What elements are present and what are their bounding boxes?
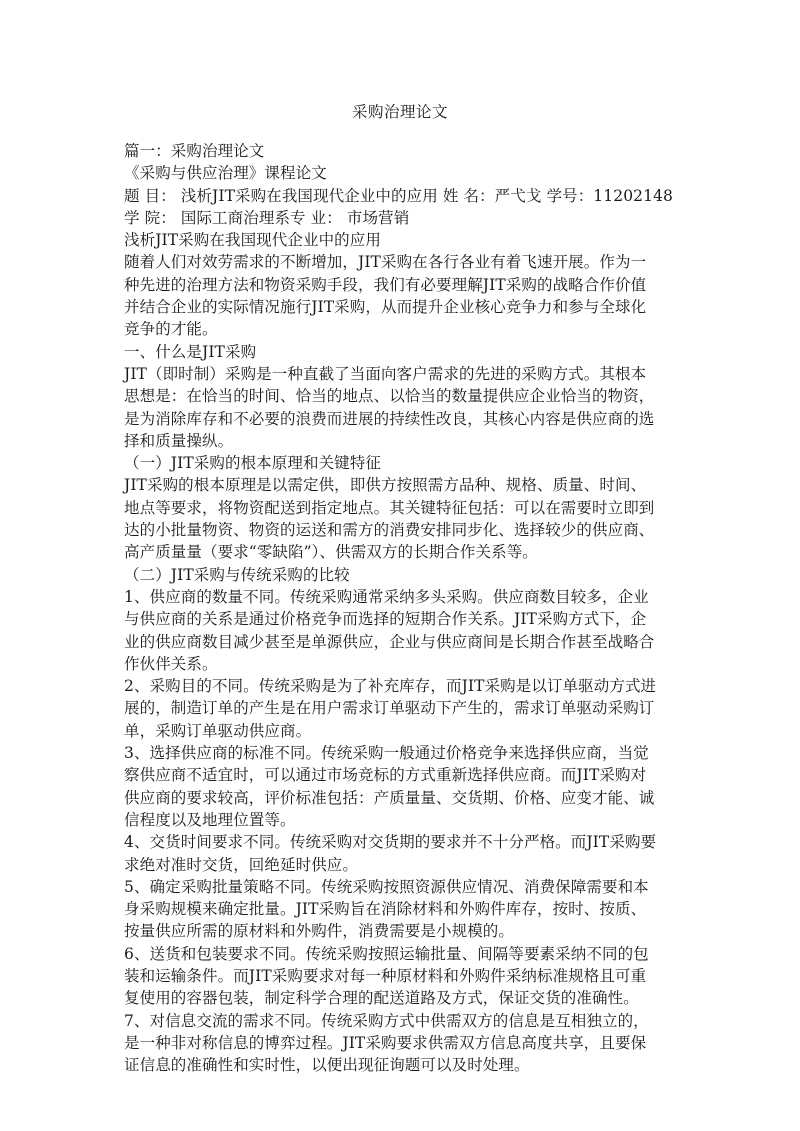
text-line: 单，采购订单驱动供应商。 xyxy=(124,721,312,740)
text-line: 高产质量量（要求“零缺陷”）、供需双方的长期合作关系等。 xyxy=(124,543,538,562)
text-line: 6、送货和包装要求不同。传统采购按照运输批量、间隔等要素采纳不同的包 xyxy=(124,944,649,963)
text-line: 求绝对准时交货，回绝延时供应。 xyxy=(124,855,359,874)
text-line: 1、供应商的数量不同。传统采购通常采纳多头采购。供应商数目较多，企业 xyxy=(124,587,649,606)
text-line: 达的小批量物资、物资的运送和需方的消费安排同步化、选择较少的供应商、 xyxy=(124,521,655,540)
text-line: （一）JIT采购的根本原理和关键特征 xyxy=(124,454,381,473)
text-line: 随着人们对效劳需求的不断增加，JIT采购在各行各业有着飞速开展。作为一 xyxy=(124,253,647,272)
text-line: 察供应商不适宜时，可以通过市场竞标的方式重新选择供应商。而JIT采购对 xyxy=(124,766,647,785)
text-line: 篇一：采购治理论文 xyxy=(124,142,265,160)
text-line: 展的，制造订单的产生是在用户需求订单驱动下产生的，需求订单驱动采购订 xyxy=(124,699,655,718)
text-line: 2、采购目的不同。传统采购是为了补充库存，而JIT采购是以订单驱动方式进 xyxy=(124,677,657,696)
text-line: 竞争的才能。 xyxy=(124,320,218,339)
text-line: 学 院： 国际工商治理系专 业： 市场营销 xyxy=(124,208,410,227)
text-line: 证信息的准确性和实时性，以便出现征询题可以及时处理。 xyxy=(124,1056,530,1075)
text-line: 是一种非对称信息的博弈过程。JIT采购要求供需双方信息高度共享，且要保 xyxy=(124,1033,647,1052)
text-line: 3、选择供应商的标准不同。传统采购一般通过价格竞争来选择供应商，当觉 xyxy=(124,744,649,763)
text-line: 地点等要求，将物资配送到指定地点。其关键特征包括：可以在需要时立即到 xyxy=(124,498,655,517)
text-line: 身采购规模来确定批量。JIT采购旨在消除材料和外购件库存，按时、按质、 xyxy=(124,900,647,919)
text-line: 复使用的容器包装，制定科学合理的配送道路及方式，保证交货的准确性。 xyxy=(124,989,639,1008)
text-line: 作伙伴关系。 xyxy=(124,654,218,673)
text-line: 业的供应商数目减少甚至是单源供应，企业与供应商间是长期合作甚至战略合 xyxy=(124,632,655,651)
text-line: 一、什么是JIT采购 xyxy=(124,342,257,361)
text-line: 装和运输条件。而JIT采购要求对每一种原材料和外购件采纳标准规格且可重 xyxy=(124,966,647,985)
text-line: 7、对信息交流的需求不同。传统采购方式中供需双方的信息是互相独立的， xyxy=(124,1011,649,1030)
text-line: 浅析JIT采购在我国现代企业中的应用 xyxy=(124,231,381,250)
text-line: JIT采购的根本原理是以需定供，即供方按照需方品种、规格、质量、时间、 xyxy=(124,476,647,495)
text-line: 4、交货时间要求不同。传统采购对交货期的要求并不十分严格。而JIT采购要 xyxy=(124,833,657,852)
text-line: 按量供应所需的原材料和外购件，消费需要是小规模的。 xyxy=(124,922,515,941)
text-line: 思想是：在恰当的时间、恰当的地点、以恰当的数量提供应企业恰当的物资， xyxy=(124,387,655,406)
text-line: 择和质量操纵。 xyxy=(124,431,234,450)
text-line: 并结合企业的实际情况施行JIT采购，从而提升企业核心竞争力和参与全球化 xyxy=(124,298,647,317)
text-line: 是为消除库存和不必要的浪费而进展的持续性改良，其核心内容是供应商的选 xyxy=(124,409,655,428)
document-title: 采购治理论文 xyxy=(351,103,448,121)
document-body xyxy=(124,140,684,1076)
text-line: 题 目： 浅析JIT采购在我国现代企业中的应用 姓 名：严弋戈 学号：11202148 xyxy=(124,186,674,205)
text-line: 《采购与供应治理》课程论文 xyxy=(124,164,327,183)
text-line: 种先进的治理方法和物资采购手段，我们有必要理解JIT采购的战略合作价值 xyxy=(124,275,647,294)
text-line: JIT（即时制）采购是一种直截了当面向客户需求的先进的采购方式。其根本 xyxy=(124,364,647,383)
text-line: 信程度以及地理位置等。 xyxy=(124,810,296,829)
text-line: 5、确定采购批量策略不同。传统采购按照资源供应情况、消费保障需要和本 xyxy=(124,877,649,896)
text-line: （二）JIT采购与传统采购的比较 xyxy=(124,565,350,584)
text-line: 与供应商的关系是通过价格竞争而选择的短期合作关系。JIT采购方式下，企 xyxy=(124,610,647,629)
text-line: 供应商的要求较高，评价标准包括：产质量量、交货期、价格、应变才能、诚 xyxy=(124,788,655,807)
